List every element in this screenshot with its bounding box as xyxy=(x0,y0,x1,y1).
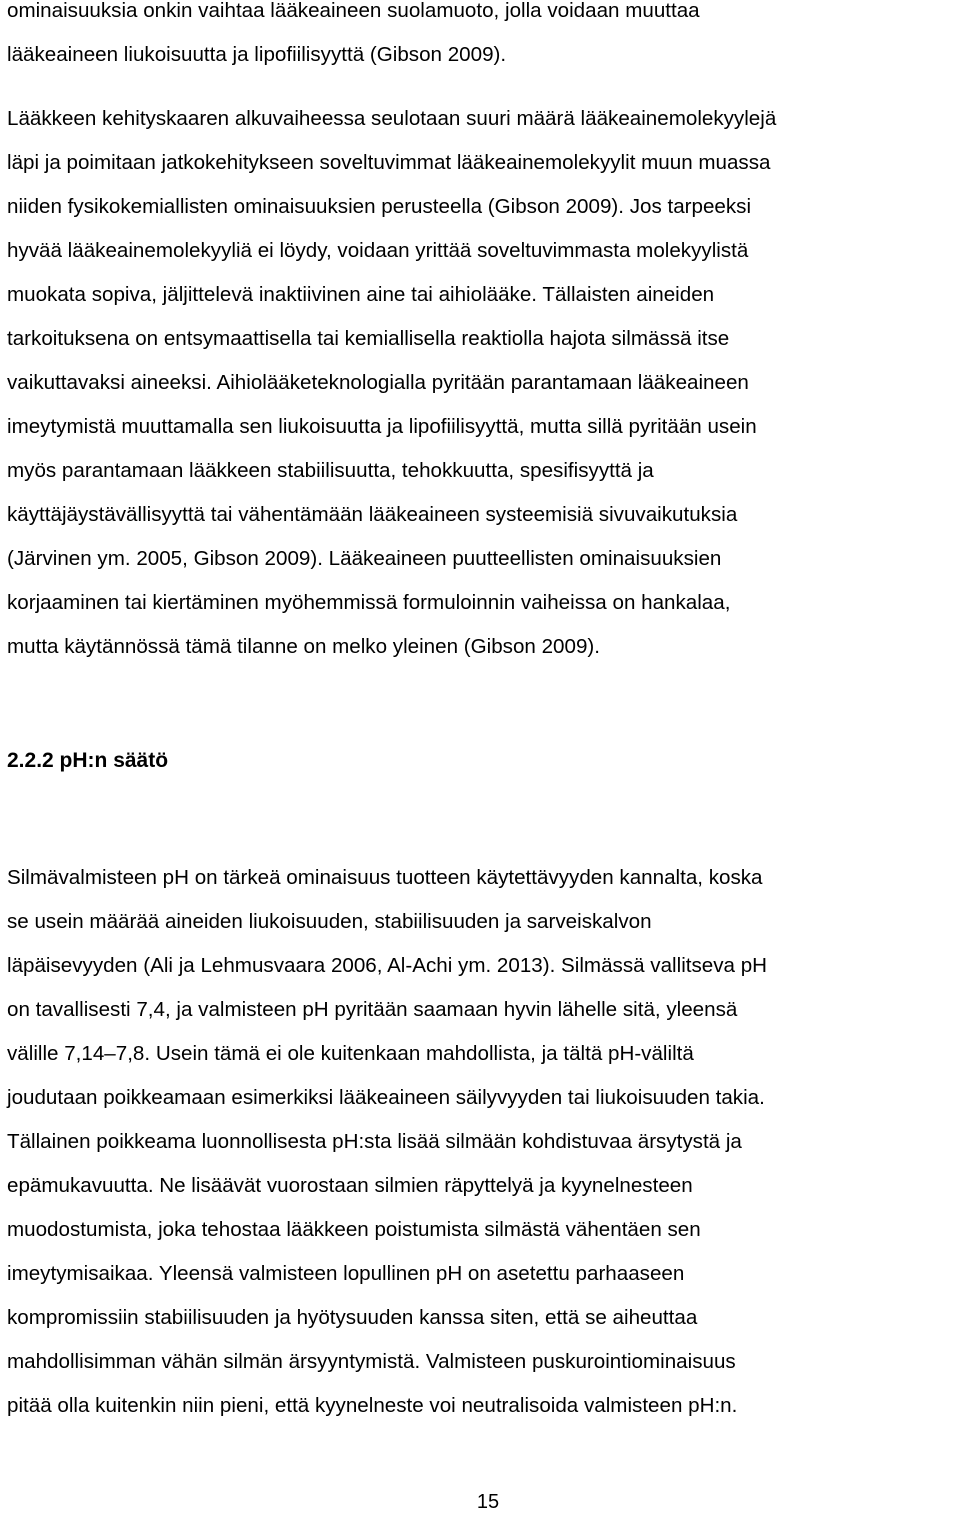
text-line: mutta käytännössä tämä tilanne on melko yleinen (Gibson 2009). xyxy=(7,635,600,658)
page-number: 15 xyxy=(476,1491,500,1513)
text-line: imeytymisaikaa. Yleensä valmisteen lopullinen pH on asetettu parhaaseen xyxy=(7,1262,685,1285)
paragraph-ph-adjustment xyxy=(7,856,958,1428)
text-line: se usein määrää aineiden liukoisuuden, stabiilisuuden ja sarveiskalvon xyxy=(7,910,652,933)
paragraph-salt-form xyxy=(7,0,958,77)
paragraph-prodrug xyxy=(7,97,958,669)
text-line: lääkeaineen liukoisuutta ja lipofiilisyyttä (Gibson 2009). xyxy=(7,43,507,66)
text-line: käyttäjäystävällisyyttä tai vähentämään lääkeaineen systeemisiä sivuvaikutuksia xyxy=(7,503,738,526)
text-line: niiden fysikokemiallisten ominaisuuksien perusteella (Gibson 2009). Jos tarpeeksi xyxy=(7,195,752,218)
text-line: ominaisuuksia onkin vaihtaa lääkeaineen suolamuoto, jolla voidaan muuttaa xyxy=(7,0,700,22)
text-line: vaikuttavaksi aineeksi. Aihiolääketeknologialla pyritään parantamaan lääkeaineen xyxy=(7,371,749,394)
text-line: imeytymistä muuttamalla sen liukoisuutta ja lipofiilisyyttä, mutta sillä pyritään usein xyxy=(7,415,757,438)
text-line: tarkoituksena on entsymaattisella tai kemiallisella reaktiolla hajota silmässä itse xyxy=(7,327,730,350)
text-line: muokata sopiva, jäljittelevä inaktiivinen aine tai aihiolääke. Tällaisten aineiden xyxy=(7,283,715,306)
text-line: Tällainen poikkeama luonnollisesta pH:sta lisää silmään kohdistuvaa ärsytystä ja xyxy=(7,1130,742,1153)
text-line: myös parantamaan lääkkeen stabiilisuutta, tehokkuutta, spesifisyyttä ja xyxy=(7,459,654,482)
text-line: muodostumista, joka tehostaa lääkkeen poistumista silmästä vähentäen sen xyxy=(7,1218,701,1241)
text-line: (Järvinen ym. 2005, Gibson 2009). Lääkeaineen puutteellisten ominaisuuksien xyxy=(7,547,722,570)
text-line: kompromissiin stabiilisuuden ja hyötysuuden kanssa siten, että se aiheuttaa xyxy=(7,1306,698,1329)
text-line: on tavallisesti 7,4, ja valmisteen pH pyritään saamaan hyvin lähelle sitä, yleensä xyxy=(7,998,738,1021)
text-line: pitää olla kuitenkin niin pieni, että kyynelneste voi neutralisoida valmisteen pH:n. xyxy=(7,1394,738,1417)
section-heading: 2.2.2 pH:n säätö xyxy=(7,749,169,772)
text-line: läpäisevyyden (Ali ja Lehmusvaara 2006, Al-Achi ym. 2013). Silmässä vallitseva pH xyxy=(7,954,768,977)
text-line: läpi ja poimitaan jatkokehitykseen soveltuvimmat lääkeainemolekyylit muun muassa xyxy=(7,151,771,174)
text-line: hyvää lääkeainemolekyyliä ei löydy, voidaan yrittää soveltuvimmasta molekyylistä xyxy=(7,239,749,262)
text-line: joudutaan poikkeamaan esimerkiksi lääkeaineen säilyvyyden tai liukoisuuden takia. xyxy=(7,1086,765,1109)
text-line: korjaaminen tai kiertäminen myöhemmissä formuloinnin vaiheissa on hankalaa, xyxy=(7,591,731,614)
text-line: Lääkkeen kehityskaaren alkuvaiheessa seulotaan suuri määrä lääkeainemolekyylejä xyxy=(7,107,777,130)
text-line: välille 7,14–7,8. Usein tämä ei ole kuitenkaan mahdollista, ja tältä pH-väliltä xyxy=(7,1042,694,1065)
text-line: mahdollisimman vähän silmän ärsyyntymistä. Valmisteen puskurointiominaisuus xyxy=(7,1350,736,1373)
text-line: Silmävalmisteen pH on tärkeä ominaisuus tuotteen käytettävyyden kannalta, koska xyxy=(7,866,763,889)
text-line: epämukavuutta. Ne lisäävät vuorostaan silmien räpyttelyä ja kyynelnesteen xyxy=(7,1174,693,1197)
